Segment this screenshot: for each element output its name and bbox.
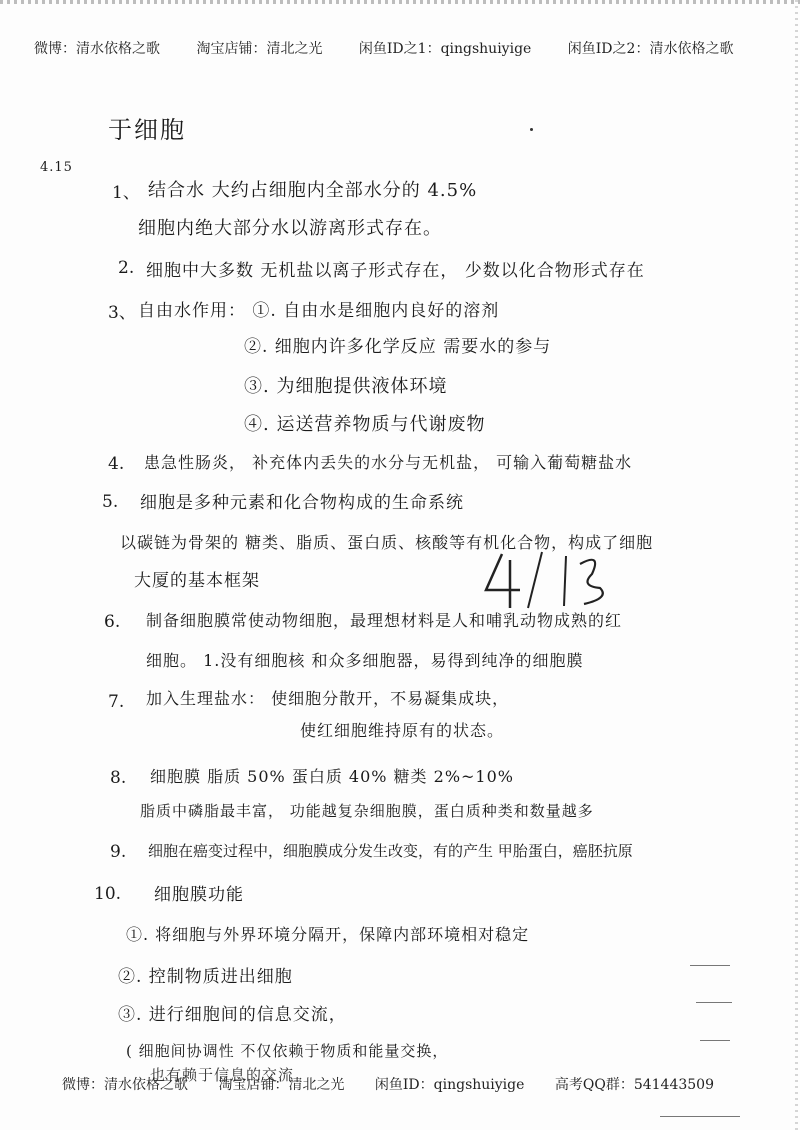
- note-line-10-2: ②. 控制物质进出细胞: [118, 967, 293, 987]
- footer-taobao: 淘宝店铺：清北之光: [218, 1077, 345, 1093]
- note-line-5b: 以碳链为骨架的 糖类、脂质、蛋白质、核酸等有机化合物，构成了细胞: [120, 533, 654, 552]
- item-number-6: 6.: [104, 612, 121, 632]
- note-line-4: 患急性肠炎， 补充体内丢失的水分与无机盐， 可输入葡萄糖盐水: [144, 453, 633, 472]
- note-line-5: 细胞是多种元素和化合物构成的生命系统: [140, 493, 464, 513]
- note-line-7b: 使红细胞维持原有的状态。: [300, 721, 505, 740]
- note-line-1b: 细胞内绝大部分水以游离形式存在。: [138, 218, 442, 239]
- ink-dot: [530, 128, 533, 131]
- header-watermark: [34, 38, 733, 58]
- item-number-7: 7.: [108, 692, 125, 712]
- note-line-3-4: ④. 运送营养物质与代谢废物: [244, 414, 486, 435]
- note-line-5c: 大厦的基本框架: [134, 571, 260, 591]
- note-line-10: 细胞膜功能: [154, 885, 244, 905]
- item-number-1: 1、: [112, 183, 140, 203]
- footer-weibo: 微博：清水依格之歌: [62, 1077, 188, 1093]
- footer-xianyu: 闲鱼ID：qingshuiyige: [374, 1077, 525, 1093]
- header-xianyu-2: 闲鱼ID之2：清水依格之歌: [567, 41, 734, 57]
- item-number-8: 8.: [110, 768, 127, 788]
- note-line-6b: 细胞。 1.没有细胞核 和众多细胞器，易得到纯净的细胞膜: [146, 651, 584, 670]
- item-number-4: 4.: [108, 454, 125, 474]
- page-title: 于细胞: [108, 116, 186, 144]
- note-line-10-1: ①. 将细胞与外界环境分隔开，保障内部环境相对稳定: [126, 925, 530, 944]
- note-date: 4.15: [40, 160, 73, 175]
- note-line-3-2: ②. 细胞内许多化学反应 需要水的参与: [244, 337, 552, 357]
- note-line-8: 细胞膜 脂质 50% 蛋白质 40% 糖类 2%~10%: [150, 767, 514, 786]
- handwritten-date-mark: [480, 550, 630, 610]
- handwritten-mark-icon: [480, 550, 630, 610]
- scan-artifact: [700, 1040, 730, 1041]
- scan-artifact: [690, 965, 730, 966]
- item-number-2: 2.: [118, 258, 135, 278]
- note-line-2: 细胞中大多数 无机盐以离子形式存在， 少数以化合物形式存在: [146, 261, 645, 281]
- note-line-9: 细胞在癌变过程中，细胞膜成分发生改变，有的产生 甲胎蛋白，癌胚抗原: [148, 842, 633, 860]
- note-line-10-4: ( 细胞间协调性 不仅依赖于物质和能量交换，: [126, 1042, 449, 1060]
- scan-edge-right: [795, 0, 798, 1130]
- note-line-10-3: ③. 进行细胞间的信息交流，: [118, 1005, 347, 1025]
- note-line-10-5: 也有赖于信息的交流: [150, 1066, 295, 1084]
- note-line-1: 结合水 大约占细胞内全部水分的 4.5%: [148, 180, 478, 201]
- note-line-6: 制备细胞膜常使动物细胞，最理想材料是人和哺乳动物成熟的红: [146, 611, 623, 630]
- note-line-3: 自由水作用： ①. 自由水是细胞内良好的溶剂: [138, 301, 500, 321]
- header-weibo: 微博：清水依格之歌: [34, 41, 160, 57]
- scan-artifact: [660, 1116, 740, 1117]
- header-xianyu-1: 闲鱼ID之1：qingshuiyige: [358, 41, 532, 57]
- item-number-3: 3、: [108, 303, 136, 323]
- footer-qq-group: 高考QQ群：541443509: [554, 1077, 714, 1093]
- note-line-3-3: ③. 为细胞提供液体环境: [244, 376, 448, 397]
- footer-watermark: [62, 1074, 714, 1094]
- item-number-9: 9.: [110, 842, 127, 862]
- header-taobao: 淘宝店铺：清北之光: [196, 41, 323, 57]
- note-line-7: 加入生理盐水： 使细胞分散开，不易凝集成块，: [146, 689, 510, 708]
- note-line-8b: 脂质中磷脂最丰富， 功能越复杂细胞膜，蛋白质种类和数量越多: [140, 802, 594, 820]
- item-number-5: 5.: [102, 492, 119, 512]
- scan-artifact: [696, 1002, 732, 1003]
- item-number-10: 10.: [94, 884, 122, 904]
- scan-edge-top: [0, 0, 800, 4]
